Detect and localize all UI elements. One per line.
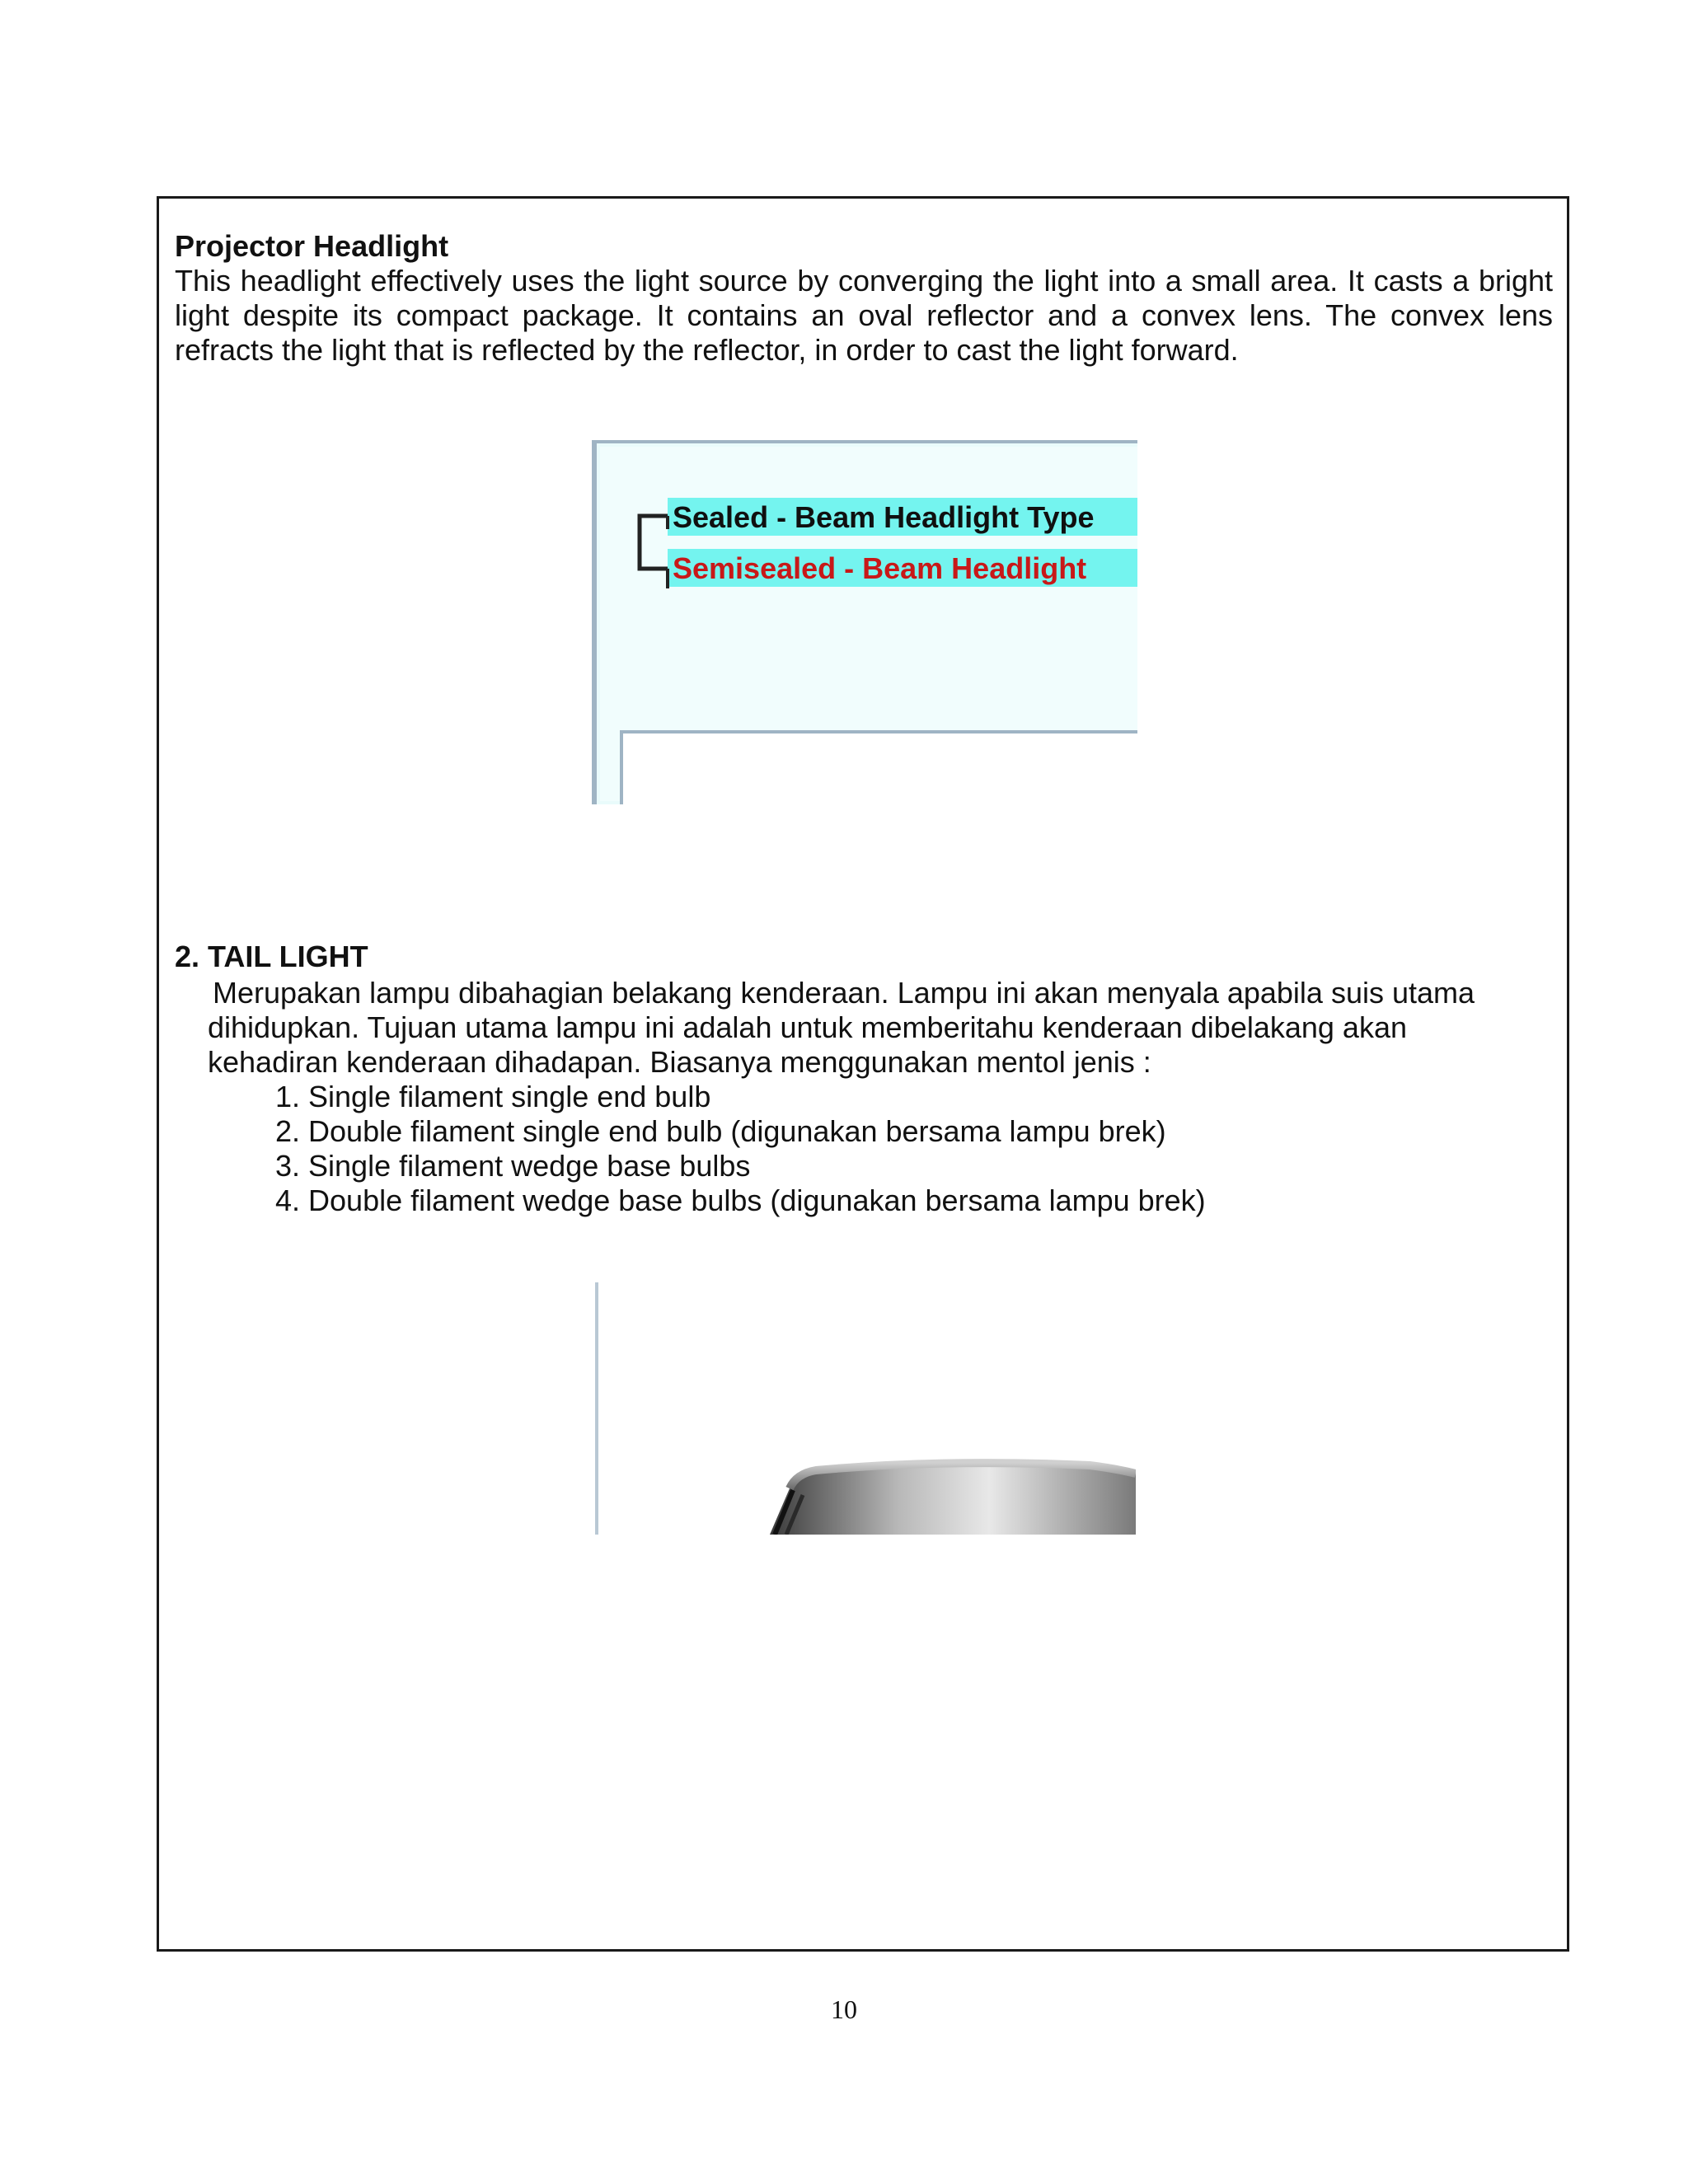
bulb-type-item: 4. Double filament wedge base bulbs (digunakan bersama lampu brek) [275,1183,1206,1217]
bulb-type-item: 1. Single filament single end bulb [275,1080,711,1113]
bulb-type-item: 3. Single filament wedge base bulbs [275,1149,751,1183]
headlight-types-figure [592,437,1137,804]
bulb-type-item: 2. Double filament single end bulb (digunakan bersama lampu brek) [275,1114,1166,1148]
projector-headlight-heading: Projector Headlight [175,229,449,263]
tail-light-paragraph-line: kehadiran kenderaan dihadapan. Biasanya menggunakan mentol jenis : [208,1045,1151,1079]
tail-light-figure [595,1282,1136,1535]
sealed-beam-label: Sealed - Beam Headlight Type [673,500,1095,534]
semisealed-beam-label: Semisealed - Beam Headlight [673,551,1087,585]
tail-light-heading: 2. TAIL LIGHT [175,940,368,973]
tail-light-paragraph-line: Merupakan lampu dibahagian belakang kenderaan. Lampu ini akan menyala apabila suis utama [213,976,1475,1010]
projector-headlight-paragraph: This headlight effectively uses the light source by converging the light into a small area. It casts a bright light despite its compact package. It contains an oval reflector and a convex lens. The convex lens refracts the light that is reflected by the reflector, in order to cast the light forward. [175,264,1553,367]
tail-light-paragraph-line: dihidupkan. Tujuan utama lampu ini adalah untuk memberitahu kenderaan dibelakang akan [208,1010,1407,1044]
page-number: 10 [831,1994,857,2024]
